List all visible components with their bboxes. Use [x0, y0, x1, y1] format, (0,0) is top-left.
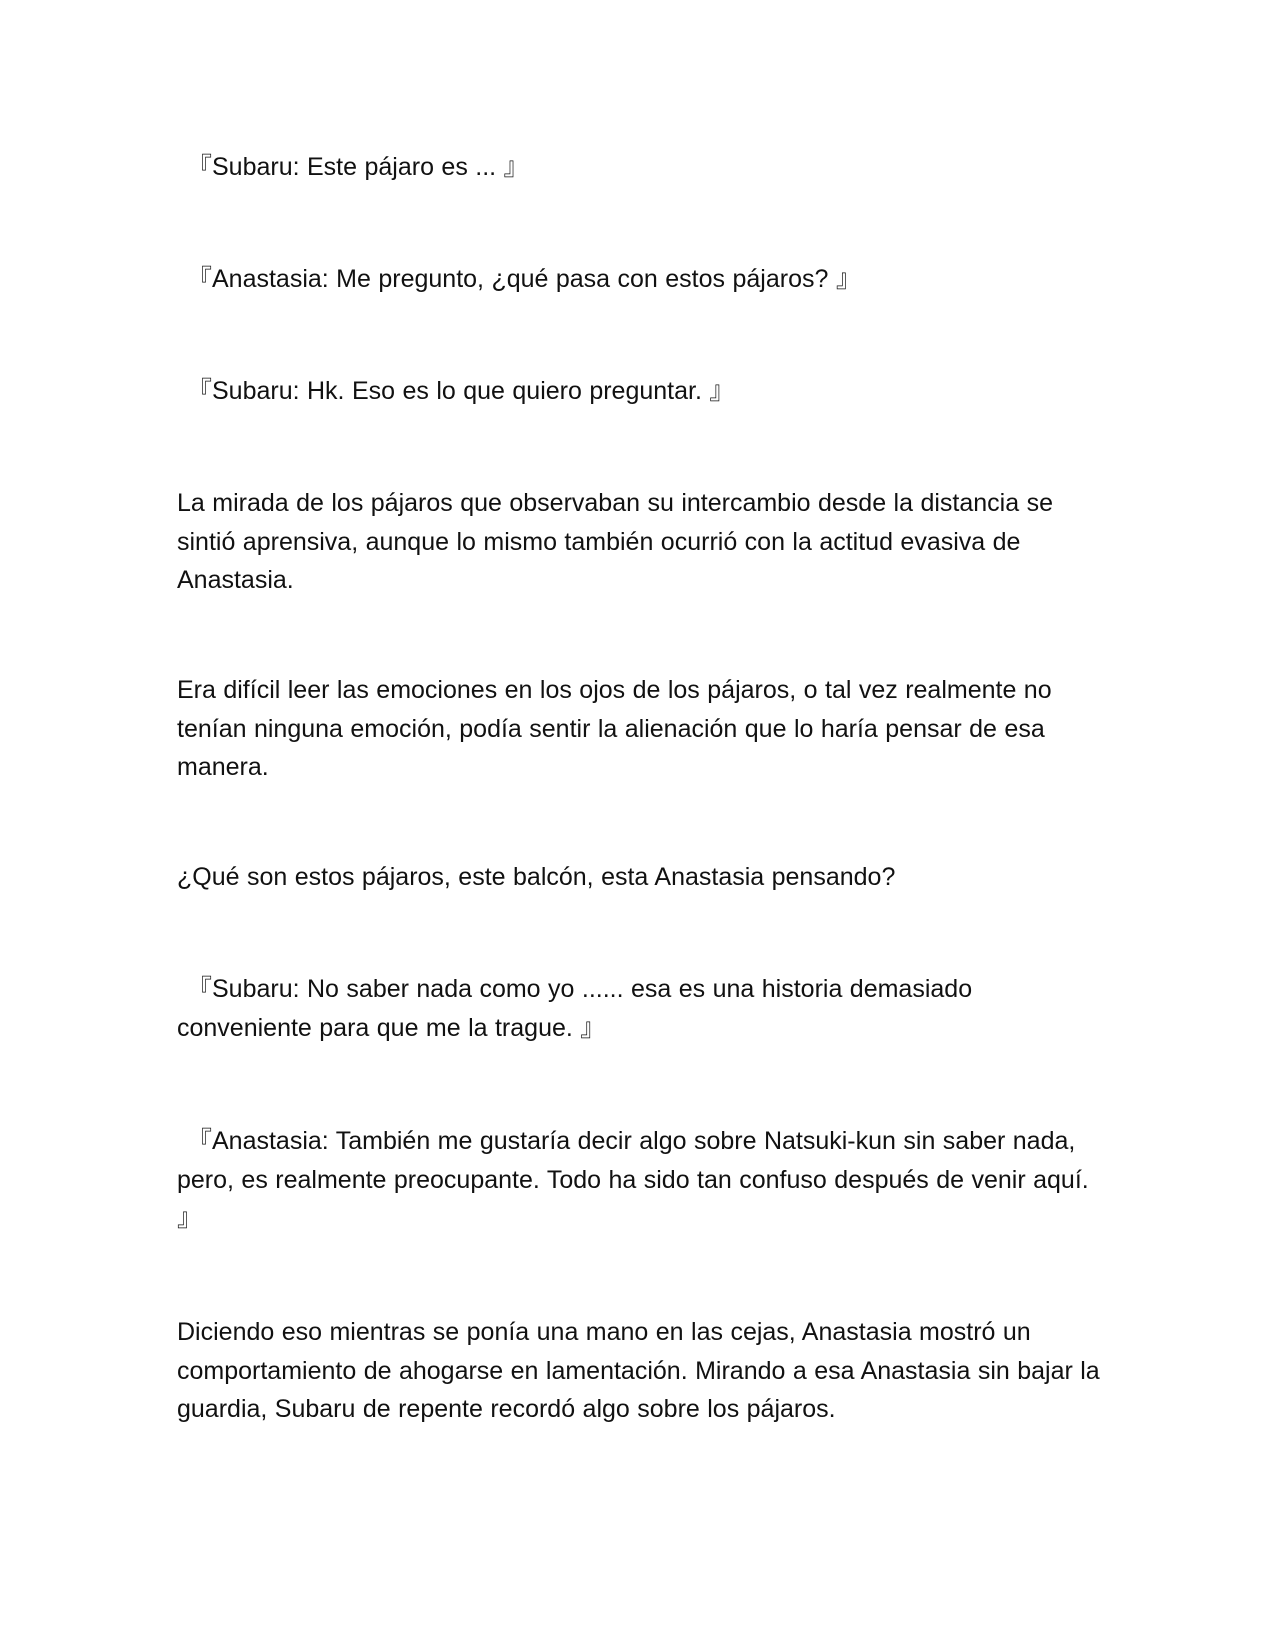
narration-paragraph-2: Era difícil leer las emociones en los ojos de los pájaros, o tal vez realmente no tenían ninguna emoción, podía sentir la alienación que lo haría pensar de esa manera.: [177, 676, 1052, 781]
narration-paragraph-1: La mirada de los pájaros que observaban su intercambio desde la distancia se sintió aprensiva, aunque lo mismo también ocurrió con la actitud evasiva de Anastasia.: [177, 489, 1053, 594]
dialogue-subaru-2: 『Subaru: Hk. Eso es lo que quiero preguntar. 』: [187, 377, 735, 405]
dialogue-anastasia-1: 『Anastasia: Me pregunto, ¿qué pasa con estos pájaros? 』: [187, 265, 861, 293]
narration-paragraph-3: Diciendo eso mientras se ponía una mano en las cejas, Anastasia mostró un comportamiento de ahogarse en lamentación. Mirando a esa Anastasia sin bajar la guardia, Subaru de repente recordó algo sobre los pájaros.: [177, 1318, 1100, 1423]
dialogue-subaru-3: 『Subaru: No saber nada como yo ...... esa es una historia demasiado conveniente para que me la trague. 』: [177, 975, 973, 1042]
narration-question: ¿Qué son estos pájaros, este balcón, esta Anastasia pensando?: [177, 863, 896, 891]
dialogue-subaru-1: 『Subaru: Este pájaro es ... 』: [187, 153, 529, 181]
dialogue-anastasia-2: 『Anastasia: También me gustaría decir algo sobre Natsuki-kun sin saber nada, pero, es realmente preocupante. Todo ha sido tan confuso después de venir aquí. 』: [177, 1127, 1089, 1232]
